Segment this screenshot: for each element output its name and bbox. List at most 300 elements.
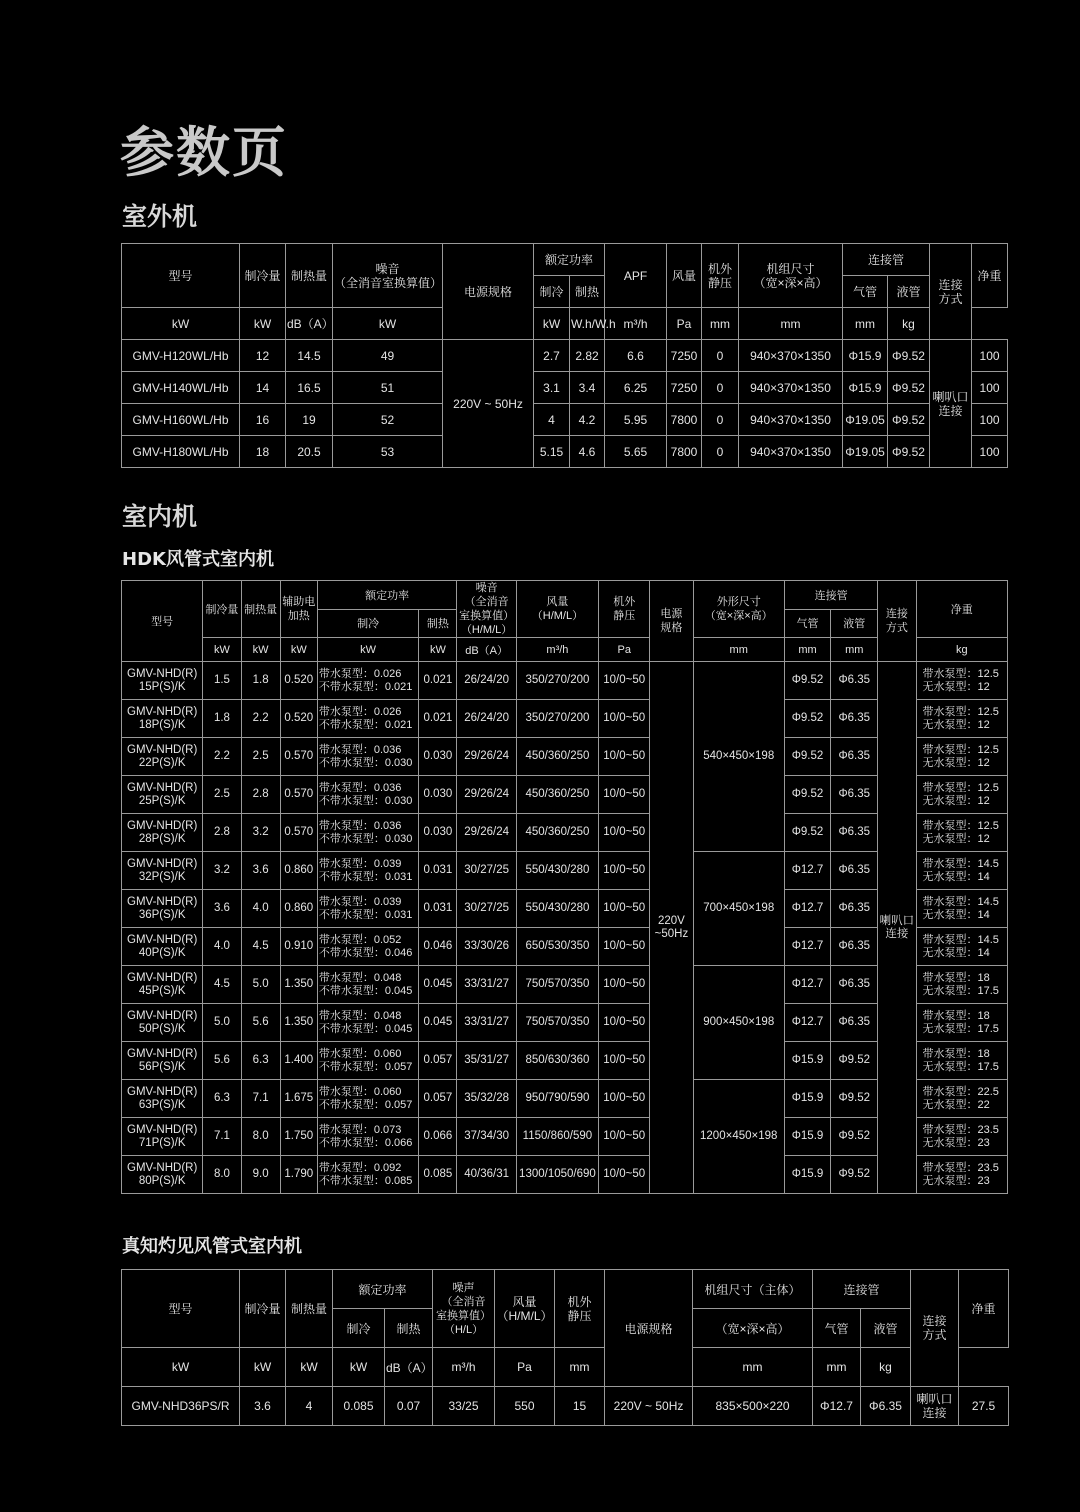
cell-liquid: Φ9.52 (888, 340, 930, 372)
unit-cell: mm (843, 308, 888, 340)
cell-heat: 5.0 (241, 966, 280, 1004)
cell-heat: 2.8 (241, 776, 280, 814)
outdoor-spec-table (121, 243, 1008, 468)
cell-noise: 26/24/20 (457, 662, 516, 700)
cell-cool: 3.2 (203, 852, 241, 890)
cell-aux-heater: 0.910 (280, 928, 317, 966)
cell-liquid: Φ6.35 (831, 776, 878, 814)
cell-gas: Φ19.05 (843, 404, 888, 436)
header-static-pressure: 机外 静压 (599, 581, 650, 638)
cell-gas: Φ12.7 (784, 852, 830, 890)
cell-static: 10/0~50 (599, 966, 650, 1004)
unit-cell: m³/h (433, 1348, 495, 1387)
cell-p-cool: 2.7 (534, 340, 570, 372)
header-heating-capacity: 制热量 (286, 1270, 333, 1348)
cell-p-heat: 0.031 (419, 852, 457, 890)
table-row (122, 700, 1008, 738)
cell-liquid: Φ6.35 (831, 1004, 878, 1042)
cell-aux-heater: 1.400 (280, 1042, 317, 1080)
cell-air: 7250 (667, 340, 702, 372)
cell-noise: 35/31/27 (457, 1042, 516, 1080)
cell-gas: Φ9.52 (784, 814, 830, 852)
table-row (122, 1387, 1009, 1426)
cell-model: GMV-NHD(R) 25P(S)/K (122, 776, 203, 814)
header-rated-power: 额定功率 (333, 1270, 433, 1309)
cell-gas: Φ9.52 (784, 738, 830, 776)
unit-cell: kW (419, 638, 457, 662)
cell-noise: 53 (333, 436, 443, 468)
cell-model: GMV-NHD(R) 32P(S)/K (122, 852, 203, 890)
cell-gas: Φ9.52 (784, 662, 830, 700)
cell-cool: 6.3 (203, 1080, 241, 1118)
header-liquid: 液管 (888, 276, 930, 308)
cell-heat: 19 (286, 404, 333, 436)
unit-cell: Pa (667, 308, 702, 340)
cell-static: 0 (702, 436, 739, 468)
unit-cell: mm (784, 638, 830, 662)
cell-cool: 8.0 (203, 1156, 241, 1194)
cell-p-cool: 0.085 (333, 1387, 385, 1426)
header-heating-capacity: 制热量 (286, 244, 333, 308)
cell-static: 10/0~50 (599, 814, 650, 852)
header-dimensions: 机组尺寸（主体） (693, 1270, 813, 1309)
cell-noise: 30/27/25 (457, 852, 516, 890)
header-connection: 连接 方式 (911, 1270, 959, 1387)
cell-p-heat: 0.046 (419, 928, 457, 966)
cell-aux-heater: 1.350 (280, 1004, 317, 1042)
header-static-pressure: 机外 静压 (702, 244, 739, 308)
cell-heat: 4 (286, 1387, 333, 1426)
cell-cool: 5.0 (203, 1004, 241, 1042)
cell-apf: 5.65 (605, 436, 667, 468)
header-rp-heat: 制热 (419, 609, 457, 638)
unit-cell: kg (888, 308, 930, 340)
unit-cell: kg (861, 1348, 911, 1387)
cell-model: GMV-NHD(R) 28P(S)/K (122, 814, 203, 852)
table-row (122, 1080, 1008, 1118)
cell-p-cool: 5.15 (534, 436, 570, 468)
unit-cell: W.h/W.h (570, 308, 605, 340)
unit-cell: Pa (599, 638, 650, 662)
cell-liquid: Φ9.52 (831, 1042, 878, 1080)
cell-model: GMV-NHD(R) 50P(S)/K (122, 1004, 203, 1042)
cell-gas: Φ19.05 (843, 436, 888, 468)
cell-dim: 835×500×220 (693, 1387, 813, 1426)
cell-dim: 940×370×1350 (739, 436, 843, 468)
table-row (122, 738, 1008, 776)
cell-aux-heater: 0.570 (280, 814, 317, 852)
cell-weight: 27.5 (959, 1387, 1009, 1426)
cell-p-heat: 0.045 (419, 966, 457, 1004)
cell-static: 10/0~50 (599, 738, 650, 776)
unit-cell: dB（A） (457, 638, 516, 662)
unit-cell: Pa (495, 1348, 555, 1387)
cell-air: 350/270/200 (516, 662, 598, 700)
cell-liquid: Φ9.52 (831, 1156, 878, 1194)
cell-liquid: Φ6.35 (861, 1387, 911, 1426)
header-model: 型号 (122, 244, 240, 308)
header-model: 型号 (122, 1270, 240, 1348)
cell-weight: 带水泵型：14.5 无水泵型：14 (916, 928, 1008, 966)
cell-weight: 带水泵型：18 无水泵型：17.5 (916, 1004, 1008, 1042)
header-cooling-capacity: 制冷量 (240, 1270, 286, 1348)
indoor-section-title: 室内机 (122, 502, 198, 531)
cell-gas: Φ9.52 (784, 776, 830, 814)
cell-gas: Φ12.7 (813, 1387, 861, 1426)
unit-cell: mm (555, 1348, 605, 1387)
cell-air: 850/630/360 (516, 1042, 598, 1080)
unit-cell: kW (241, 638, 280, 662)
cell-cool: 2.5 (203, 776, 241, 814)
header-noise: 噪声 （全消音 室换算值） （H/L） (433, 1270, 495, 1348)
cell-weight: 100 (972, 340, 1008, 372)
cell-air: 7800 (667, 436, 702, 468)
cell-air: 550/430/280 (516, 852, 598, 890)
table-row (122, 372, 1008, 404)
cell-air: 550/430/280 (516, 890, 598, 928)
cell-gas: Φ15.9 (784, 1080, 830, 1118)
header-airflow: 风量 （H/M/L） (516, 581, 598, 638)
cell-gas: Φ15.9 (784, 1156, 830, 1194)
cell-gas: Φ15.9 (843, 372, 888, 404)
cell-heat: 8.0 (241, 1118, 280, 1156)
cell-aux-heater: 0.860 (280, 852, 317, 890)
table-row (122, 776, 1008, 814)
cell-p-heat: 0.030 (419, 814, 457, 852)
cell-heat: 3.2 (241, 814, 280, 852)
cell-static: 10/0~50 (599, 928, 650, 966)
cell-noise: 35/32/28 (457, 1080, 516, 1118)
cell-liquid: Φ6.35 (831, 738, 878, 776)
cell-gas: Φ15.9 (843, 340, 888, 372)
cell-p-heat: 3.4 (570, 372, 605, 404)
header-apf: APF (605, 244, 667, 308)
cell-heat: 2.2 (241, 700, 280, 738)
header-dimensions: 外形尺寸 （宽×深×高） (693, 581, 784, 638)
hdk-spec-table (121, 580, 1008, 1194)
cell-connection: 喇叭口 连接 (878, 662, 916, 1194)
cell-static: 0 (702, 404, 739, 436)
cell-liquid: Φ9.52 (831, 1118, 878, 1156)
cell-noise: 29/26/24 (457, 776, 516, 814)
cell-p-heat: 0.057 (419, 1080, 457, 1118)
cell-cool: 1.5 (203, 662, 241, 700)
cell-aux-heater: 0.520 (280, 700, 317, 738)
header-rp-cool: 制冷 (317, 609, 418, 638)
unit-cell: kW (203, 638, 241, 662)
cell-liquid: Φ6.35 (831, 890, 878, 928)
header-connection: 连接 方式 (930, 244, 972, 340)
table-row (122, 1042, 1008, 1080)
table-row (122, 340, 1008, 372)
cell-weight: 100 (972, 372, 1008, 404)
cell-weight: 带水泵型：12.5 无水泵型：12 (916, 776, 1008, 814)
header-liquid: 液管 (831, 609, 878, 638)
cell-model: GMV-H180WL/Hb (122, 436, 240, 468)
cell-p-heat: 0.085 (419, 1156, 457, 1194)
cell-cool: 5.6 (203, 1042, 241, 1080)
cell-aux-heater: 1.675 (280, 1080, 317, 1118)
unit-cell: mm (693, 1348, 813, 1387)
cell-dim: 940×370×1350 (739, 340, 843, 372)
cell-static: 10/0~50 (599, 1042, 650, 1080)
cell-cool: 16 (240, 404, 286, 436)
outdoor-section-title: 室外机 (122, 202, 198, 231)
cell-model: GMV-NHD36PS/R (122, 1387, 240, 1426)
cell-p-heat: 4.6 (570, 436, 605, 468)
cell-noise: 33/30/26 (457, 928, 516, 966)
header-noise: 噪音 （全消音 室换算值） （H/M/L） (457, 581, 516, 638)
cell-model: GMV-H120WL/Hb (122, 340, 240, 372)
cell-model: GMV-NHD(R) 18P(S)/K (122, 700, 203, 738)
cell-air: 750/570/350 (516, 966, 598, 1004)
cell-aux-heater: 1.750 (280, 1118, 317, 1156)
cell-dim: 900×450×198 (693, 966, 784, 1080)
cell-p-heat: 0.021 (419, 662, 457, 700)
cell-air: 950/790/590 (516, 1080, 598, 1118)
cell-air: 450/360/250 (516, 814, 598, 852)
cell-gas: Φ12.7 (784, 928, 830, 966)
unit-cell: kW (534, 308, 570, 340)
cell-noise: 33/31/27 (457, 1004, 516, 1042)
cell-p-cool: 带水泵型：0.073 不带水泵型：0.066 (317, 1118, 418, 1156)
header-airflow: 风量 （H/M/L） (495, 1270, 555, 1348)
cell-model: GMV-NHD(R) 22P(S)/K (122, 738, 203, 776)
cell-heat: 16.5 (286, 372, 333, 404)
cell-model: GMV-NHD(R) 45P(S)/K (122, 966, 203, 1004)
cell-weight: 带水泵型：22.5 无水泵型：22 (916, 1080, 1008, 1118)
header-heating-capacity: 制热量 (241, 581, 280, 638)
cell-heat: 3.6 (241, 852, 280, 890)
cell-weight: 100 (972, 404, 1008, 436)
header-power-spec: 电源 规格 (650, 581, 693, 662)
cell-p-heat: 0.030 (419, 738, 457, 776)
cell-static: 10/0~50 (599, 1080, 650, 1118)
cell-liquid: Φ6.35 (831, 966, 878, 1004)
header-gas: 气管 (813, 1309, 861, 1348)
cell-cool: 7.1 (203, 1118, 241, 1156)
cell-connection: 喇叭口 连接 (911, 1387, 959, 1426)
cell-p-cool: 带水泵型：0.036 不带水泵型：0.030 (317, 814, 418, 852)
cell-noise: 40/36/31 (457, 1156, 516, 1194)
header-pipe: 连接管 (813, 1270, 911, 1309)
cell-model: GMV-NHD(R) 36P(S)/K (122, 890, 203, 928)
unit-cell: mm (702, 308, 739, 340)
header-power-spec: 电源规格 (605, 1270, 693, 1387)
cell-heat: 4.0 (241, 890, 280, 928)
header-pipe: 连接管 (784, 581, 877, 610)
cell-model: GMV-NHD(R) 63P(S)/K (122, 1080, 203, 1118)
cell-weight: 带水泵型：23.5 无水泵型：23 (916, 1118, 1008, 1156)
cell-cool: 1.8 (203, 700, 241, 738)
cell-noise: 37/34/30 (457, 1118, 516, 1156)
cell-dim: 940×370×1350 (739, 372, 843, 404)
cell-cool: 3.6 (240, 1387, 286, 1426)
cell-p-cool: 带水泵型：0.060 不带水泵型：0.057 (317, 1080, 418, 1118)
zhenzhi-spec-table (121, 1269, 1009, 1426)
cell-power-spec: 220V ~ 50Hz (605, 1387, 693, 1426)
cell-gas: Φ12.7 (784, 890, 830, 928)
cell-air: 1150/860/590 (516, 1118, 598, 1156)
table-row (122, 1156, 1008, 1194)
cell-static: 10/0~50 (599, 1118, 650, 1156)
cell-p-heat: 0.031 (419, 890, 457, 928)
cell-cool: 2.2 (203, 738, 241, 776)
cell-static: 10/0~50 (599, 890, 650, 928)
cell-noise: 33/31/27 (457, 966, 516, 1004)
header-rp-heat: 制热 (385, 1309, 433, 1348)
cell-air: 1300/1050/690 (516, 1156, 598, 1194)
cell-aux-heater: 0.520 (280, 662, 317, 700)
cell-p-heat: 0.057 (419, 1042, 457, 1080)
unit-cell: dB（A） (286, 308, 333, 340)
cell-liquid: Φ6.35 (831, 928, 878, 966)
cell-liquid: Φ6.35 (831, 814, 878, 852)
cell-p-heat: 4.2 (570, 404, 605, 436)
cell-noise: 29/26/24 (457, 738, 516, 776)
cell-cool: 2.8 (203, 814, 241, 852)
header-airflow: 风量 (667, 244, 702, 308)
unit-cell: kW (333, 1348, 385, 1387)
cell-cool: 3.6 (203, 890, 241, 928)
cell-heat: 20.5 (286, 436, 333, 468)
cell-noise: 51 (333, 372, 443, 404)
table-row (122, 928, 1008, 966)
header-pipe: 连接管 (843, 244, 930, 276)
cell-heat: 7.1 (241, 1080, 280, 1118)
cell-liquid: Φ6.35 (831, 852, 878, 890)
cell-heat: 2.5 (241, 738, 280, 776)
cell-dim: 1200×450×198 (693, 1080, 784, 1194)
cell-p-cool: 带水泵型：0.026 不带水泵型：0.021 (317, 662, 418, 700)
cell-air: 650/530/350 (516, 928, 598, 966)
cell-cool: 12 (240, 340, 286, 372)
table-row (122, 814, 1008, 852)
cell-static: 15 (555, 1387, 605, 1426)
zhenzhi-subtitle: 真知灼见风管式室内机 (122, 1236, 302, 1257)
cell-gas: Φ12.7 (784, 966, 830, 1004)
header-rated-power: 额定功率 (534, 244, 605, 276)
unit-cell: kW (240, 1348, 286, 1387)
cell-dim: 940×370×1350 (739, 404, 843, 436)
cell-power-spec: 220V ~50Hz (650, 662, 693, 1194)
header-noise: 噪音 （全消音室换算值） (333, 244, 443, 308)
header-connection: 连接 方式 (878, 581, 916, 662)
cell-weight: 带水泵型：18 无水泵型：17.5 (916, 1042, 1008, 1080)
cell-air: 7800 (667, 404, 702, 436)
cell-weight: 带水泵型：12.5 无水泵型：12 (916, 738, 1008, 776)
header-cooling-capacity: 制冷量 (240, 244, 286, 308)
unit-cell: kW (333, 308, 443, 340)
unit-cell: kg (916, 638, 1008, 662)
header-weight: 净重 (959, 1270, 1009, 1348)
cell-weight: 带水泵型：12.5 无水泵型：12 (916, 700, 1008, 738)
table-row (122, 966, 1008, 1004)
cell-p-cool: 带水泵型：0.092 不带水泵型：0.085 (317, 1156, 418, 1194)
cell-cool: 4.5 (203, 966, 241, 1004)
cell-weight: 带水泵型：12.5 无水泵型：12 (916, 662, 1008, 700)
cell-model: GMV-H140WL/Hb (122, 372, 240, 404)
cell-aux-heater: 0.570 (280, 738, 317, 776)
cell-liquid: Φ9.52 (888, 404, 930, 436)
header-power-spec: 电源规格 (443, 244, 534, 340)
cell-noise: 52 (333, 404, 443, 436)
unit-cell: mm (831, 638, 878, 662)
cell-liquid: Φ6.35 (831, 700, 878, 738)
cell-weight: 带水泵型：23.5 无水泵型：23 (916, 1156, 1008, 1194)
cell-gas: Φ9.52 (784, 700, 830, 738)
cell-air: 750/570/350 (516, 1004, 598, 1042)
cell-static: 10/0~50 (599, 852, 650, 890)
cell-noise: 49 (333, 340, 443, 372)
cell-heat: 4.5 (241, 928, 280, 966)
cell-heat: 1.8 (241, 662, 280, 700)
cell-air: 450/360/250 (516, 738, 598, 776)
cell-dim: 540×450×198 (693, 662, 784, 852)
page-title: 参数页 (120, 121, 288, 184)
unit-cell: mm (739, 308, 843, 340)
unit-cell: mm (693, 638, 784, 662)
table-row (122, 436, 1008, 468)
header-model: 型号 (122, 581, 203, 662)
cell-weight: 带水泵型：14.5 无水泵型：14 (916, 852, 1008, 890)
cell-dim: 700×450×198 (693, 852, 784, 966)
header-rp-cool: 制冷 (333, 1309, 385, 1348)
header-rp-cool: 制冷 (534, 276, 570, 308)
cell-weight: 100 (972, 436, 1008, 468)
cell-p-cool: 带水泵型：0.052 不带水泵型：0.046 (317, 928, 418, 966)
cell-liquid: Φ6.35 (831, 662, 878, 700)
table-row (122, 1004, 1008, 1042)
cell-p-heat: 0.030 (419, 776, 457, 814)
header-rp-heat: 制热 (570, 276, 605, 308)
cell-air: 550 (495, 1387, 555, 1426)
header-dimensions-sub: （宽×深×高） (693, 1309, 813, 1348)
cell-noise: 26/24/20 (457, 700, 516, 738)
cell-p-heat: 0.066 (419, 1118, 457, 1156)
cell-p-cool: 带水泵型：0.048 不带水泵型：0.045 (317, 1004, 418, 1042)
cell-air: 450/360/250 (516, 776, 598, 814)
cell-weight: 带水泵型：12.5 无水泵型：12 (916, 814, 1008, 852)
header-weight: 净重 (972, 244, 1008, 308)
cell-model: GMV-NHD(R) 80P(S)/K (122, 1156, 203, 1194)
cell-aux-heater: 0.860 (280, 890, 317, 928)
header-liquid: 液管 (861, 1309, 911, 1348)
cell-apf: 6.6 (605, 340, 667, 372)
cell-static: 10/0~50 (599, 1004, 650, 1042)
cell-static: 10/0~50 (599, 1156, 650, 1194)
cell-apf: 5.95 (605, 404, 667, 436)
cell-p-cool: 3.1 (534, 372, 570, 404)
cell-weight: 带水泵型：14.5 无水泵型：14 (916, 890, 1008, 928)
header-rated-power: 额定功率 (317, 581, 457, 610)
cell-apf: 6.25 (605, 372, 667, 404)
unit-cell: kW (122, 1348, 240, 1387)
cell-cool: 18 (240, 436, 286, 468)
cell-p-heat: 2.82 (570, 340, 605, 372)
cell-heat: 5.6 (241, 1004, 280, 1042)
cell-noise: 29/26/24 (457, 814, 516, 852)
cell-p-cool: 带水泵型：0.026 不带水泵型：0.021 (317, 700, 418, 738)
unit-cell: kW (280, 638, 317, 662)
hdk-subtitle: HDK风管式室内机 (122, 549, 274, 570)
cell-liquid: Φ9.52 (888, 436, 930, 468)
cell-connection: 喇叭口 连接 (930, 340, 972, 468)
header-gas: 气管 (843, 276, 888, 308)
table-row (122, 1118, 1008, 1156)
cell-static: 10/0~50 (599, 776, 650, 814)
cell-model: GMV-NHD(R) 56P(S)/K (122, 1042, 203, 1080)
